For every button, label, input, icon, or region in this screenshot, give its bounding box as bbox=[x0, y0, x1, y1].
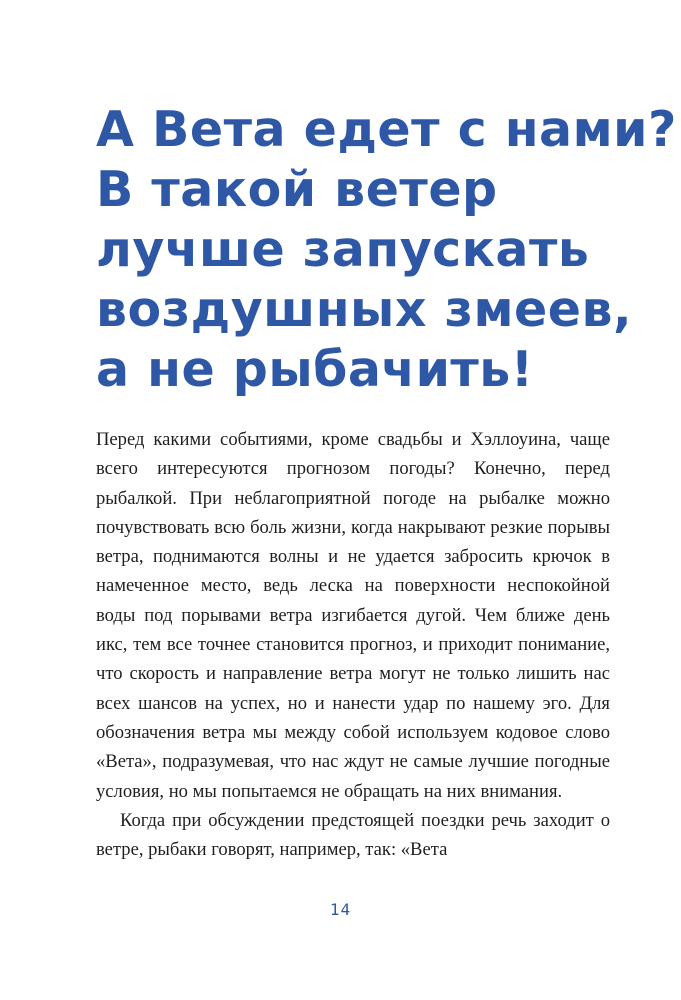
heading-line: лучше запускать bbox=[96, 221, 590, 278]
heading-line: А Вета едет с нами? bbox=[96, 101, 677, 158]
heading-line: а не рыбачить! bbox=[96, 341, 534, 398]
chapter-heading bbox=[96, 100, 677, 400]
paragraph: Когда при обсуждении предстоящей поездки речь заходит о ветре, рыбаки говорят, например, так: «Вета bbox=[96, 809, 610, 861]
heading-line: воздушных змеев, bbox=[96, 281, 633, 338]
paragraph: Перед какими событиями, кроме свадьбы и Хэллоуина, чаще всего интересуются прогнозом погоды? Конечно, перед рыбалкой. При неблагоприятной погоде на рыбалке можно почувствовать всю боль жизни, когда накрывают резкие порывы ветра, поднимаются волны и не удается забросить крючок в намеченное место, ведь леска на поверхности неспокойной воды под порывами ветра изгибается дугой. Чем ближе день икс, тем все точнее становится прогноз, и приходит понимание, что скорость и направление ветра могут не только лишить нас всех шансов на успех, но и нанести удар по нашему эго. Для обозначения ветра мы между собой используем кодовое слово «Вета», подразумевая, что нас ждут не самые лучшие погодные условия, но мы попытаемся не обращать на них внимания. bbox=[96, 429, 610, 802]
page-number: 14 bbox=[329, 900, 352, 919]
heading-line: В такой ветер bbox=[96, 161, 498, 218]
body-text bbox=[96, 425, 610, 864]
